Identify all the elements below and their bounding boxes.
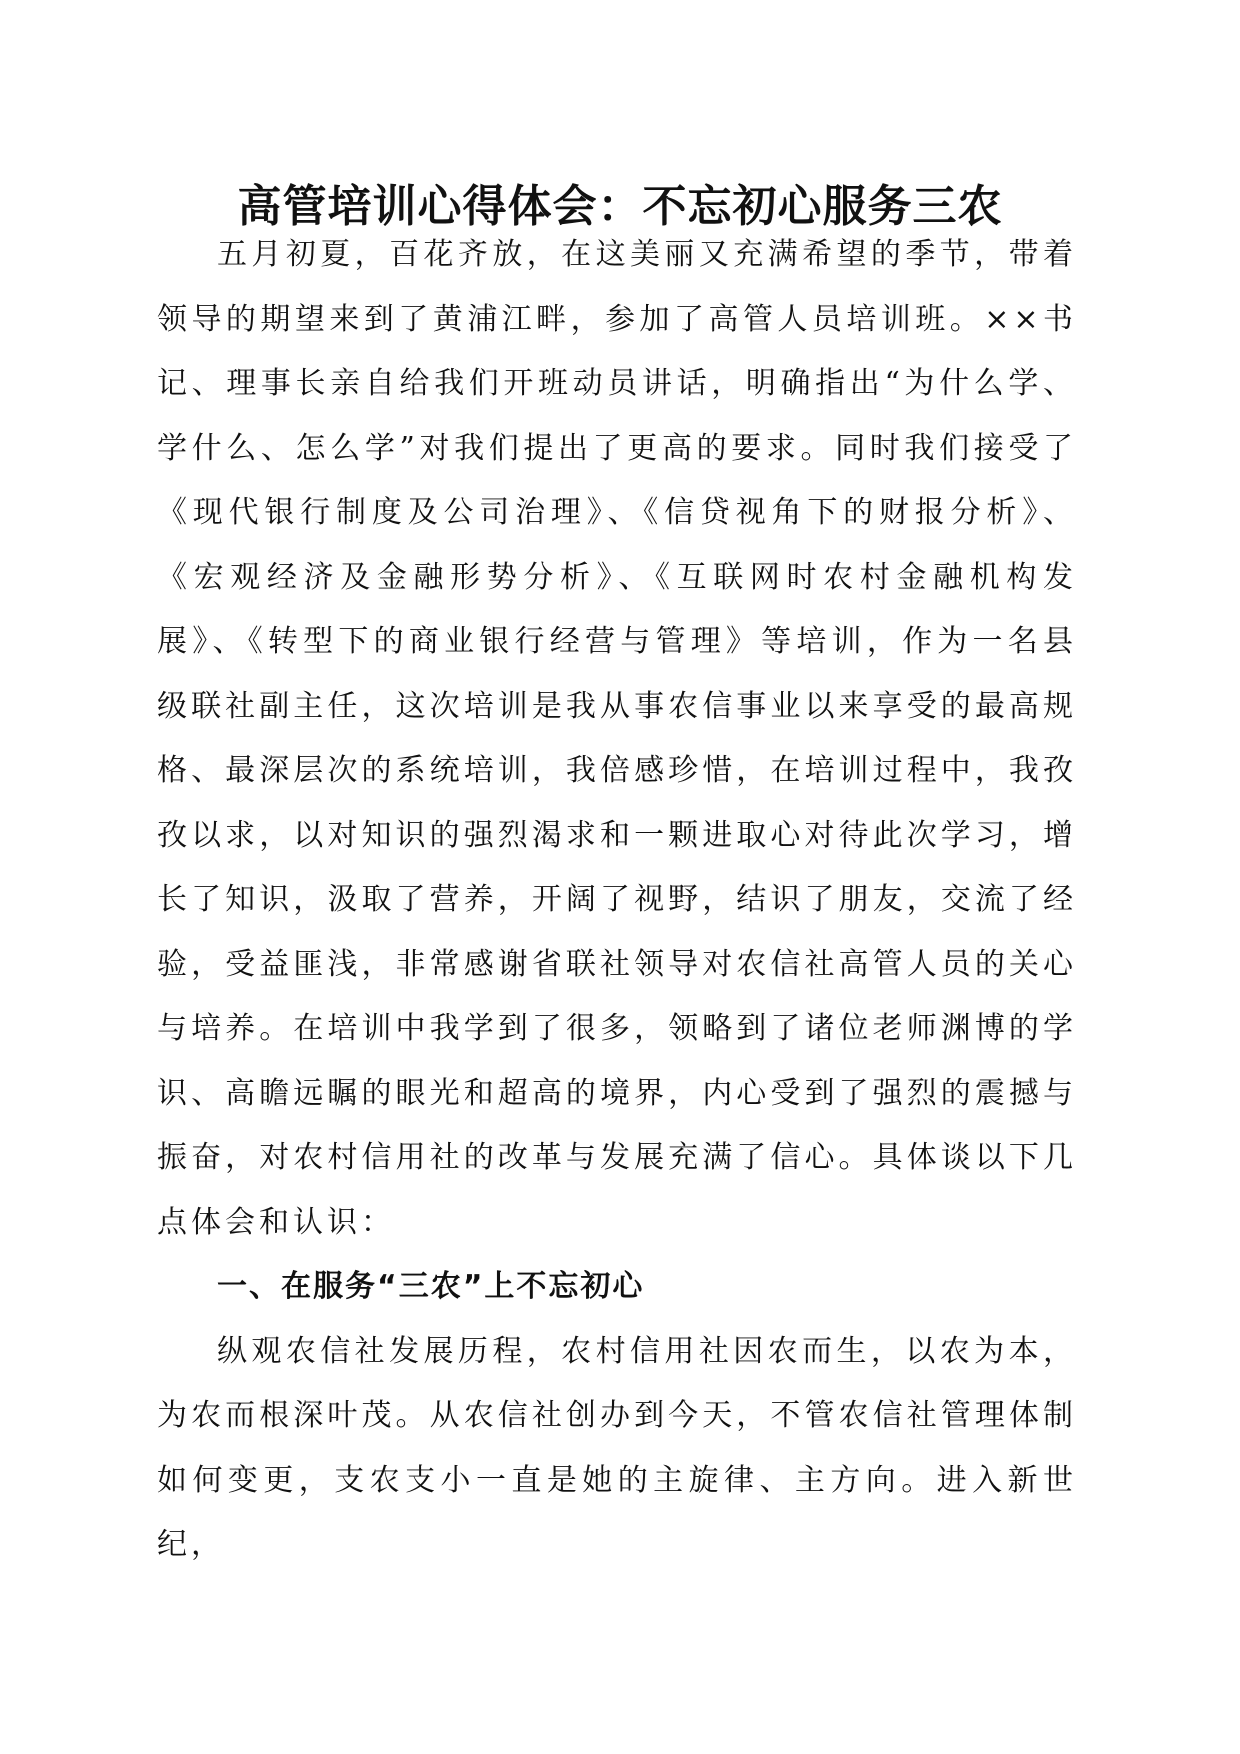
paragraph-intro: 五月初夏，百花齐放，在这美丽又充满希望的季节，带着领导的期望来到了黄浦江畔，参加了高管人员培训班。××书记、理事长亲自给我们开班动员讲话，明确指出“为什么学、学什么、怎么学”对我们提出了更高的要求。同时我们接受了《现代银行制度及公司治理》、《信贷视角下的财报分析》、《宏观经济及金融形势分析》、《互联网时农村金融机构发展》、《转型下的商业银行经营与管理》等培训，作为一名县级联社副主任，这次培训是我从事农信事业以来享受的最高规格、最深层次的系统培训，我倍感珍惜，在培训过程中，我孜孜以求，以对知识的强烈渴求和一颗进取心对待此次学习，增长了知识，汲取了营养，开阔了视野，结识了朋友，交流了经验，受益匪浅，非常感谢省联社领导对农信社高管人员的关心与培养。在培训中我学到了很多，领略到了诸位老师渊博的学识、高瞻远瞩的眼光和超高的境界，内心受到了强烈的震撼与振奋，对农村信用社的改革与发展充满了信心。具体谈以下几点体会和认识： bbox=[157, 237, 1077, 1240]
section-heading-1: 一、在服务“三农”上不忘初心 bbox=[217, 1269, 645, 1304]
paragraph-section-1: 纵观农信社发展历程，农村信用社因农而生，以农为本，为农而根深叶茂。从农信社创办到今天，不管农信社管理体制如何变更，支农支小一直是她的主旋律、主方向。进入新世纪， bbox=[157, 1333, 1077, 1562]
document-body bbox=[157, 223, 1077, 1578]
document-title: 高管培训心得体会：不忘初心服务三农 bbox=[237, 181, 1003, 232]
